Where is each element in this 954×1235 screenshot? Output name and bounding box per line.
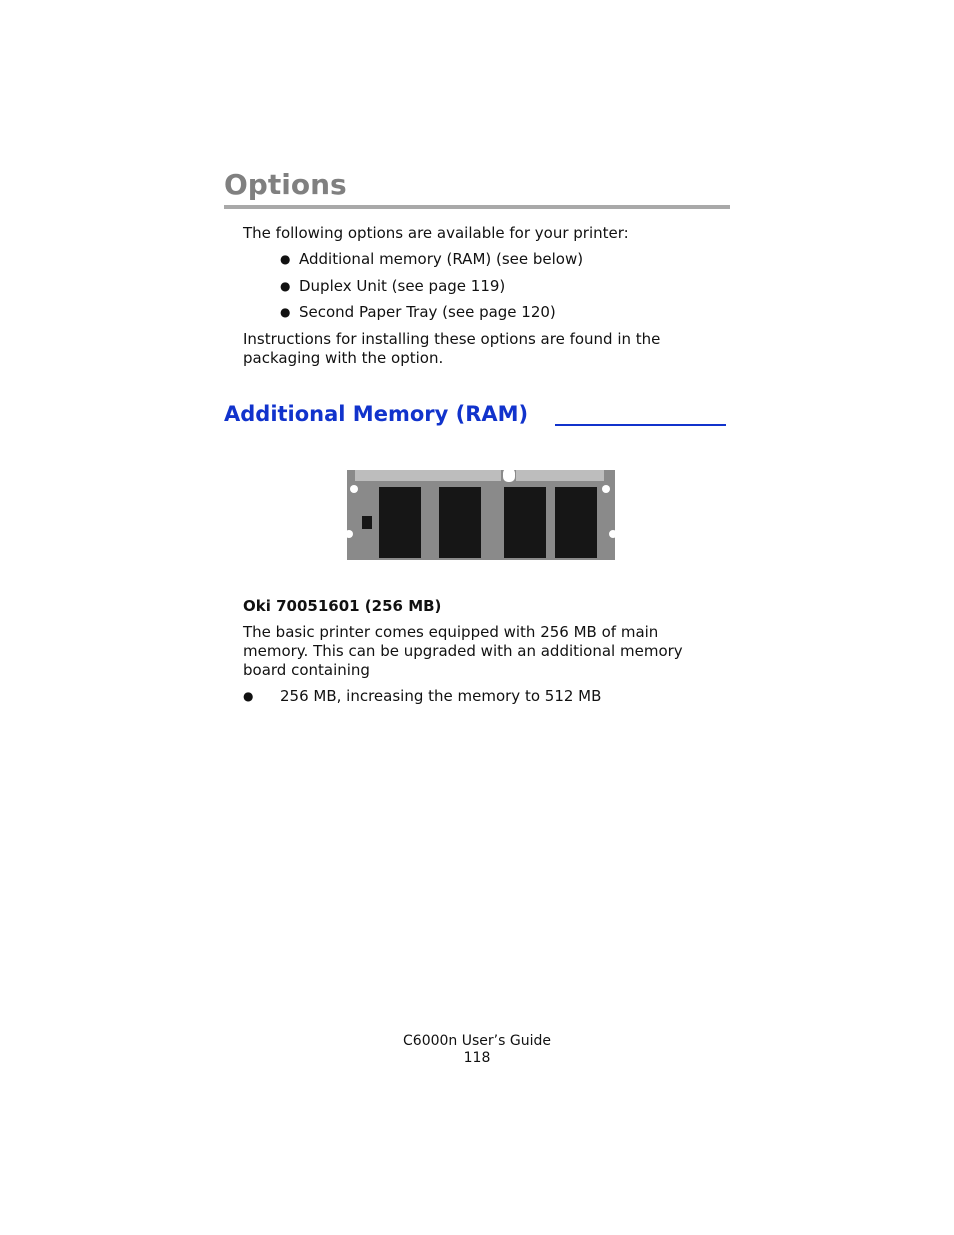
- bullet-icon: ●: [280, 252, 291, 266]
- part-label: Oki 70051601 (256 MB): [243, 597, 442, 615]
- page-title: Options: [224, 168, 347, 201]
- list-item-label: Second Paper Tray (see page 120): [299, 303, 556, 321]
- list-item: [280, 249, 583, 276]
- memory-description: The basic printer comes equipped with 256 MB of main memory. This can be upgraded with an additional memory board containing: [243, 623, 683, 679]
- bullet-icon: ●: [243, 689, 254, 703]
- option-list: [280, 249, 583, 329]
- footer-page-number: 118: [463, 1050, 491, 1066]
- section-rule: [555, 424, 726, 426]
- ram-module-icon: [347, 468, 616, 565]
- footer-guide-title: C6000n User’s Guide: [403, 1033, 551, 1049]
- list-item-label: 256 MB, increasing the memory to 512 MB: [280, 687, 602, 705]
- list-item: [280, 302, 583, 329]
- bullet-icon: ●: [280, 278, 291, 293]
- install-note: Instructions for installing these options are found in the packaging with the option.: [243, 330, 661, 367]
- bullet-icon: ●: [280, 305, 291, 319]
- list-item-label: Additional memory (RAM) (see below): [299, 250, 584, 268]
- list-item-label: Duplex Unit (see page 119): [299, 276, 506, 295]
- title-rule: [224, 205, 730, 209]
- intro-text: The following options are available for your printer:: [243, 224, 629, 242]
- list-item: [280, 276, 583, 303]
- section-heading: Additional Memory (RAM): [224, 402, 529, 426]
- list-item: [243, 687, 601, 706]
